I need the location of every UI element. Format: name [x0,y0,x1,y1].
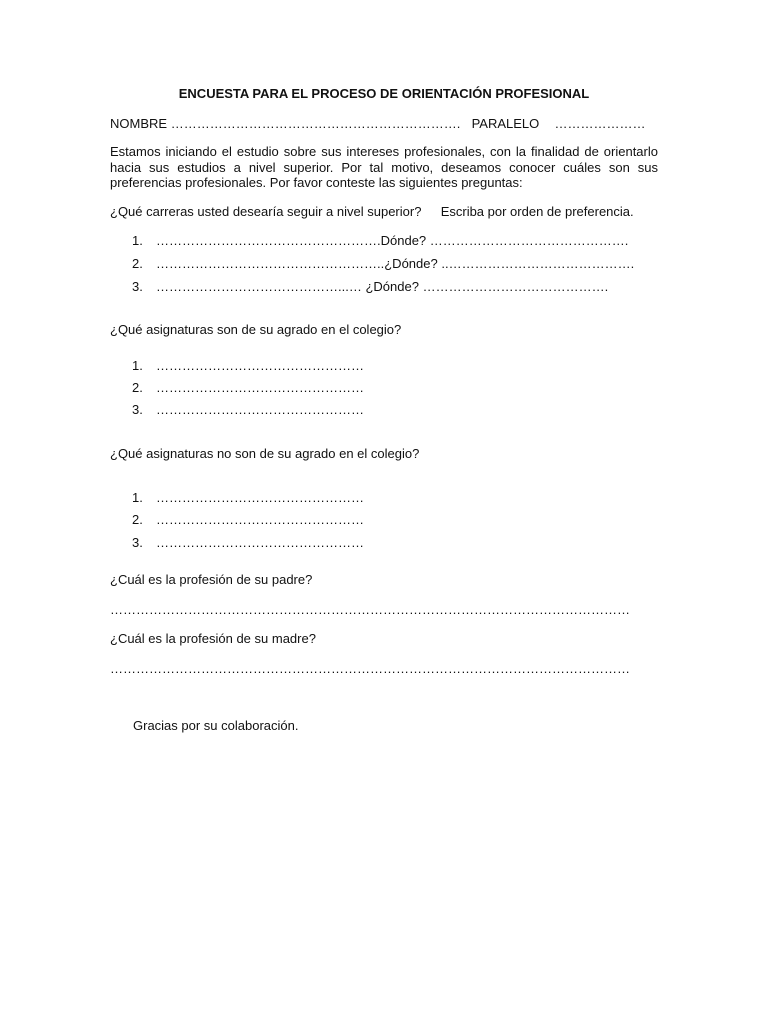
career-item-donde: ¿Dónde? [365,279,419,294]
question-liked-subjects: ¿Qué asignaturas son de su agrado en el colegio? [110,322,402,337]
liked-subject-item [132,358,364,373]
father-profession-blank: ………………………………………………………………………………………………………… [110,602,630,617]
liked-subject-number: 2. [132,380,143,395]
disliked-subject-blank: ………………………………………… [156,535,364,550]
career-item-number: 1. [132,233,143,248]
career-item-donde-blank: ……………………………………. [422,279,609,294]
career-item-blank: …………………………………………….. [156,256,385,271]
liked-subject-blank: ………………………………………… [156,402,364,417]
career-item [132,233,628,248]
disliked-subject-item [132,490,364,505]
intro-paragraph: Estamos iniciando el estudio sobre sus intereses profesionales, con la finalidad de orientarlo hacia sus estudios a nivel superior. Por tal motivo, deseamos conocer cuáles son sus preferencias profesionales. Por favor conteste las siguientes preguntas: [110,144,658,190]
career-item-blank: ……………………………………...… [156,279,362,294]
career-item-number: 2. [132,256,143,271]
mother-profession-blank: ………………………………………………………………………………………………………… [110,661,630,676]
question-father-profession: ¿Cuál es la profesión de su padre? [110,572,313,587]
career-item [132,256,634,271]
career-item-donde: Dónde? [380,233,427,248]
career-item-donde: ¿Dónde? [384,256,438,271]
name-label: NOMBRE [110,116,168,131]
name-line [110,116,646,131]
name-blank: …………………………………………………………. [170,116,461,131]
question-careers-text: ¿Qué carreras usted desearía seguir a nivel superior? [110,204,422,219]
question-careers-instruction: Escriba por orden de preferencia. [440,204,634,219]
disliked-subject-blank: ………………………………………… [156,512,364,527]
closing-text: Gracias por su colaboración. [133,718,299,733]
question-disliked-subjects: ¿Qué asignaturas no son de su agrado en el colegio? [110,446,420,461]
disliked-subject-blank: ………………………………………… [156,490,364,505]
disliked-subject-item [132,535,364,550]
paralelo-blank: ………………… [554,116,646,131]
liked-subject-item [132,380,364,395]
career-item-number: 3. [132,279,143,294]
career-item [132,279,608,294]
disliked-subject-number: 1. [132,490,143,505]
liked-subject-blank: ………………………………………… [156,380,364,395]
document-title: ENCUESTA PARA EL PROCESO DE ORIENTACIÓN PROFESIONAL [178,86,590,101]
disliked-subject-item [132,512,364,527]
disliked-subject-number: 3. [132,535,143,550]
disliked-subject-number: 2. [132,512,143,527]
career-item-donde-blank: ..……………………………………. [441,256,635,271]
paralelo-label: PARALELO [471,116,540,131]
liked-subject-blank: ………………………………………… [156,358,364,373]
career-item-blank: ……………………………………………. [156,233,381,248]
liked-subject-number: 1. [132,358,143,373]
question-mother-profession: ¿Cuál es la profesión de su madre? [110,631,316,646]
liked-subject-item [132,402,364,417]
career-item-donde-blank: ………………………………………. [429,233,629,248]
liked-subject-number: 3. [132,402,143,417]
question-careers [110,204,634,219]
